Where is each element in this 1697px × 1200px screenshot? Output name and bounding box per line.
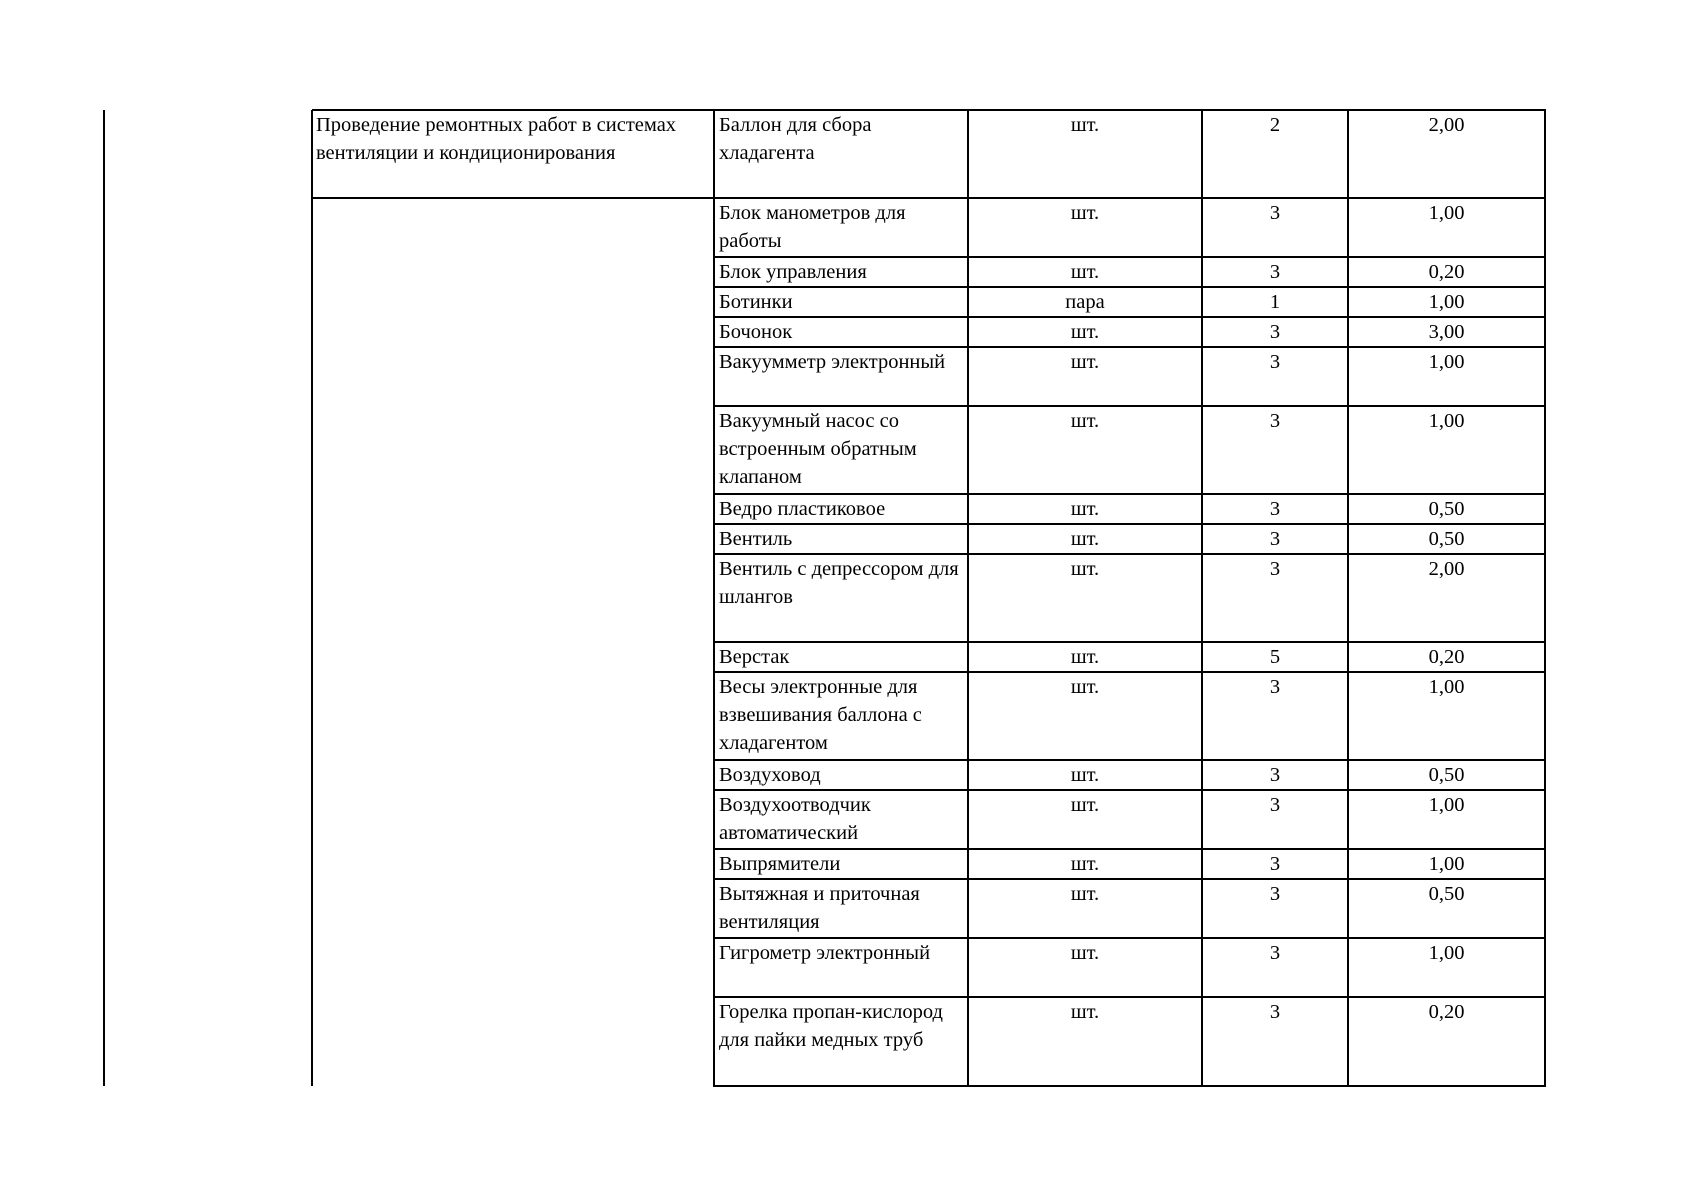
item-name-cell: Воздуховод [714,760,968,790]
item-unit-cell: шт. [968,494,1202,524]
item-name-cell: Ботинки [714,287,968,317]
item-name-cell: Вентиль [714,524,968,554]
item-value-cell: 0,50 [1348,879,1545,938]
table-row [312,198,1545,257]
item-unit-cell: шт. [968,347,1202,406]
work-type-cell: Проведение ремонтных работ в системах вентиляции и кондиционирования [312,110,714,198]
item-value-cell: 3,00 [1348,317,1545,347]
item-value-cell: 0,50 [1348,494,1545,524]
item-unit-cell: шт. [968,406,1202,494]
item-value-cell: 1,00 [1348,287,1545,317]
item-value-cell: 1,00 [1348,406,1545,494]
item-unit-cell: шт. [968,849,1202,879]
item-unit-cell: шт. [968,997,1202,1086]
item-value-cell: 1,00 [1348,938,1545,997]
equipment-table [312,109,1546,1087]
item-quantity-cell: 3 [1202,879,1348,938]
item-value-cell: 1,00 [1348,347,1545,406]
item-unit-cell: шт. [968,524,1202,554]
item-unit-cell: шт. [968,672,1202,760]
item-quantity-cell: 3 [1202,524,1348,554]
item-unit-cell: шт. [968,642,1202,672]
item-name-cell: Гигрометр электронный [714,938,968,997]
item-unit-cell: шт. [968,938,1202,997]
item-value-cell: 2,00 [1348,110,1545,198]
item-quantity-cell: 3 [1202,849,1348,879]
item-value-cell: 0,20 [1348,642,1545,672]
item-name-cell: Воздухоотводчик автоматический [714,790,968,849]
item-name-cell: Бочонок [714,317,968,347]
item-quantity-cell: 3 [1202,494,1348,524]
item-value-cell: 2,00 [1348,554,1545,642]
item-name-cell: Выпрямители [714,849,968,879]
item-quantity-cell: 3 [1202,760,1348,790]
item-quantity-cell: 2 [1202,110,1348,198]
item-unit-cell: шт. [968,879,1202,938]
item-unit-cell: пара [968,287,1202,317]
item-name-cell: Баллон для сбора хладагента [714,110,968,198]
item-quantity-cell: 3 [1202,790,1348,849]
item-name-cell: Вытяжная и приточная вентиляция [714,879,968,938]
item-unit-cell: шт. [968,760,1202,790]
item-name-cell: Весы электронные для взвешивания баллона с хладагентом [714,672,968,760]
item-quantity-cell: 3 [1202,257,1348,287]
item-quantity-cell: 3 [1202,997,1348,1086]
item-value-cell: 1,00 [1348,198,1545,257]
item-unit-cell: шт. [968,554,1202,642]
item-value-cell: 0,50 [1348,760,1545,790]
item-value-cell: 1,00 [1348,672,1545,760]
item-name-cell: Вакуумный насос со встроенным обратным клапаном [714,406,968,494]
item-unit-cell: шт. [968,317,1202,347]
item-quantity-cell: 3 [1202,406,1348,494]
item-unit-cell: шт. [968,257,1202,287]
item-unit-cell: шт. [968,790,1202,849]
item-quantity-cell: 3 [1202,347,1348,406]
table-row [312,110,1545,198]
item-value-cell: 0,50 [1348,524,1545,554]
work-type-continuation-cell [312,198,714,1086]
item-name-cell: Верстак [714,642,968,672]
item-value-cell: 0,20 [1348,997,1545,1086]
item-name-cell: Блок манометров для работы [714,198,968,257]
item-quantity-cell: 3 [1202,554,1348,642]
item-name-cell: Вакуумметр электронный [714,347,968,406]
item-quantity-cell: 3 [1202,938,1348,997]
item-name-cell: Блок управления [714,257,968,287]
item-quantity-cell: 1 [1202,287,1348,317]
item-value-cell: 1,00 [1348,849,1545,879]
equipment-table-body [312,110,1545,1086]
item-value-cell: 0,20 [1348,257,1545,287]
item-quantity-cell: 3 [1202,317,1348,347]
item-name-cell: Вентиль с депрессором для шлангов [714,554,968,642]
item-quantity-cell: 3 [1202,198,1348,257]
item-unit-cell: шт. [968,110,1202,198]
item-value-cell: 1,00 [1348,790,1545,849]
item-name-cell: Ведро пластиковое [714,494,968,524]
item-quantity-cell: 5 [1202,642,1348,672]
item-name-cell: Горелка пропан-кислород для пайки медных труб [714,997,968,1086]
item-unit-cell: шт. [968,198,1202,257]
left-margin-rule [103,110,105,1086]
item-quantity-cell: 3 [1202,672,1348,760]
